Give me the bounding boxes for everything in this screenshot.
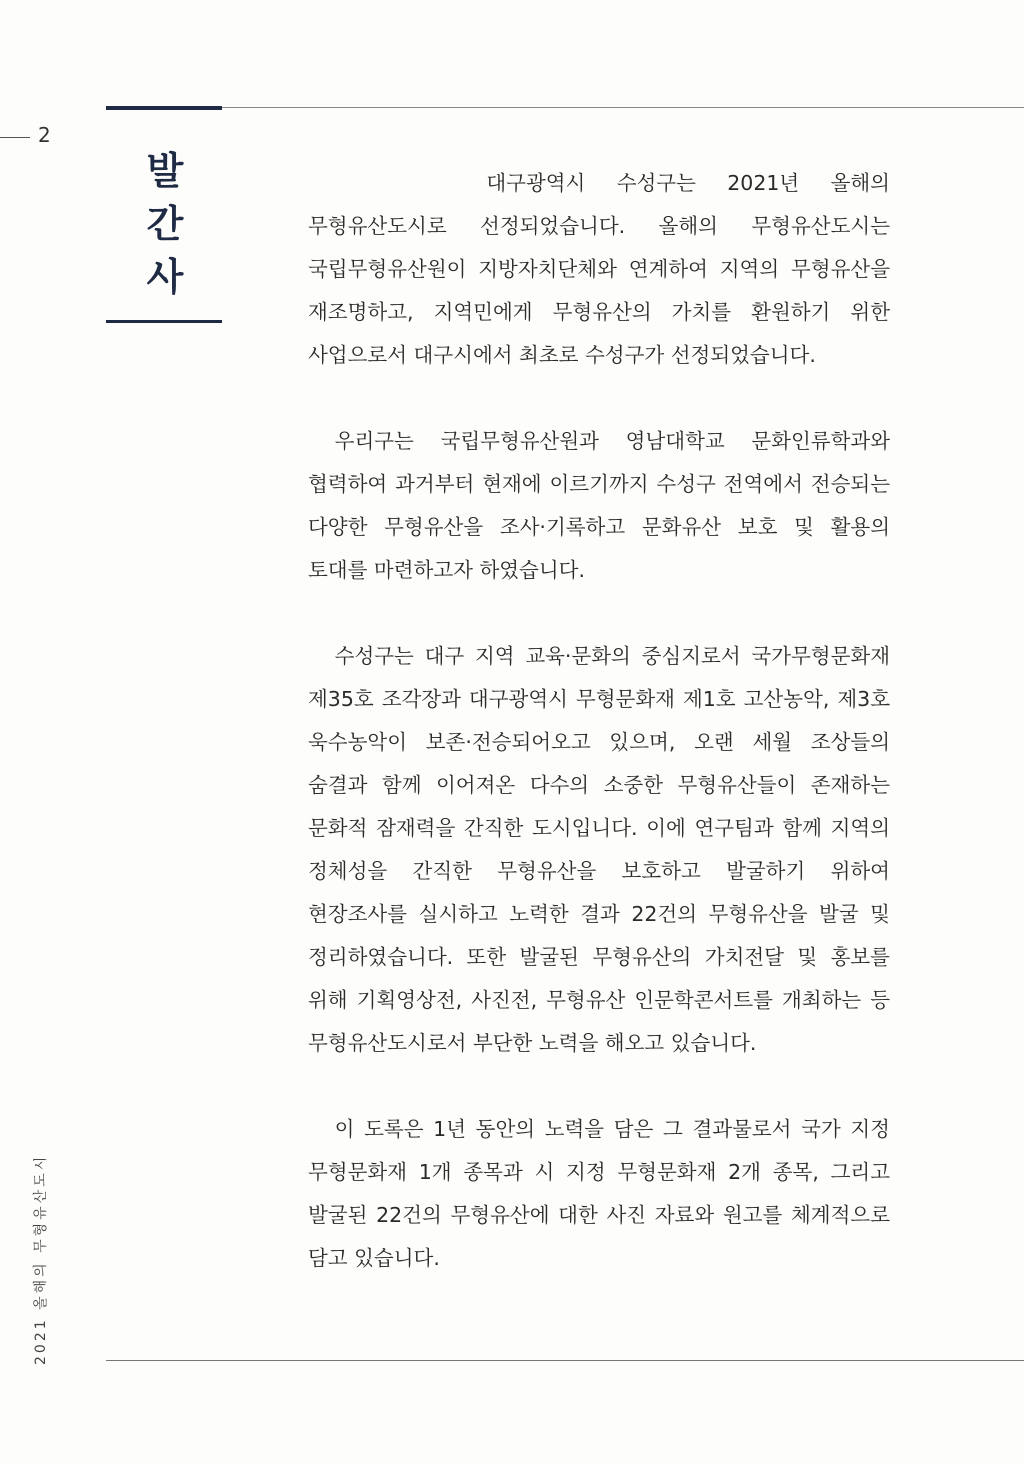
title-char-3: 사 (146, 255, 184, 299)
title-char-2: 간 (146, 202, 184, 246)
paragraph-1: 대구광역시 수성구는 2021년 올해의 무형유산도시로 선정되었습니다. 올해의 무형유산도시는 국립무형유산원이 지방자치단체와 연계하여 지역의 무형유산을 재조명하고, 지역민에게 무형유산의 가치를 환원하기 위한 사업으로서 대구시에서 최초로 수성구가 선정되었습니다. (308, 171, 890, 367)
paragraph-3: 수성구는 대구 지역 교육·문화의 중심지로서 국가무형문화재 제35호 조각장과 대구광역시 무형문화재 제1호 고산농악, 제3호 욱수농악이 보존·전승되어오고 있으며, 오랜 세월 조상들의 숨결과 함께 이어져온 다수의 소중한 무형유산들이 존재하는 문화적 잠재력을 간직한 도시입니다. 이에 연구팀과 함께 지역의 정체성을 간직한 무형유산을 보호하고 발굴하기 위하여 현장조사를 실시하고 노력한 결과 22건의 무형유산을 발굴 및 정리하였습니다. 또한 발굴된 무형유산의 가치전달 및 홍보를 위해 기획영상전, 사진전, 무형유산 인문학콘서트를 개최하는 등 무형유산도시로서 부단한 노력을 해오고 있습니다. (308, 644, 890, 1055)
title-top-rule (106, 106, 222, 110)
paragraph-2: 우리구는 국립무형유산원과 영남대학교 문화인류학과와 협력하여 과거부터 현재에 이르기까지 수성구 전역에서 전승되는 다양한 무형유산을 조사·기록하고 문화유산 보호 및 활용의 토대를 마련하고자 하였습니다. (308, 429, 890, 582)
header-rule (222, 107, 1024, 108)
paragraph-4: 이 도록은 1년 동안의 노력을 담은 그 결과물로서 국가 지정 무형문화재 1개 종목과 시 지정 무형문화재 2개 종목, 그리고 발굴된 22건의 무형유산에 대한 사진 자료와 원고를 체계적으로 담고 있습니다. (308, 1117, 890, 1270)
footer-rule (106, 1360, 1024, 1361)
preface-body (308, 162, 890, 1323)
page-title (130, 146, 200, 305)
page-number: 2 (38, 123, 51, 147)
title-char-1: 발 (146, 149, 184, 193)
book-title-side-label: 2021 올해의 무형유산도시 (33, 1153, 49, 1365)
title-bottom-rule (106, 320, 222, 323)
page-number-divider (0, 137, 30, 138)
